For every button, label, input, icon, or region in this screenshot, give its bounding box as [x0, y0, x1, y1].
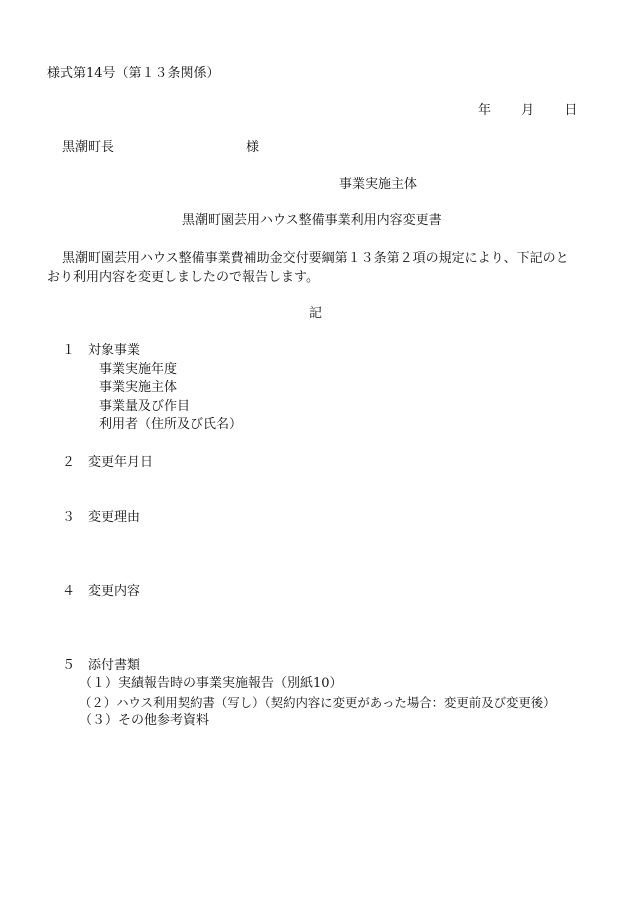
date-month-label: 月	[521, 103, 535, 118]
item-3-label: 変更理由	[88, 510, 141, 525]
item-5-number: ５	[62, 658, 76, 673]
item-4-label: 変更内容	[88, 584, 141, 599]
body-line-1: 黒潮町園芸用ハウス整備事業費補助金交付要綱第１３条第２項の規定により、下記のと	[62, 251, 569, 266]
ki-heading: 記	[309, 306, 323, 321]
item-1-label: 対象事業	[88, 343, 141, 358]
addressee-honorific: 様	[246, 140, 260, 155]
document-title: 黒潮町園芸用ハウス整備事業利用内容変更書	[182, 213, 442, 228]
item-1-sub-3: 事業量及び作目	[99, 399, 191, 414]
form-number: 様式第14号（第１３条関係）	[47, 66, 220, 81]
item-2-number: ２	[62, 455, 76, 470]
item-1-sub-1: 事業実施年度	[99, 362, 178, 377]
item-2-label: 変更年月日	[88, 455, 154, 470]
item-4-number: ４	[62, 584, 76, 599]
body-line-2: おり利用内容を変更しましたので報告します。	[47, 270, 319, 285]
item-3-number: ３	[62, 510, 76, 525]
item-5-label: 添付書類	[88, 658, 141, 673]
item-1-sub-4: 利用者（住所及び氏名）	[99, 417, 243, 432]
date-line	[478, 101, 577, 120]
item-1-number: １	[62, 343, 76, 358]
attachment-3: （３）その他参考資料	[79, 713, 210, 728]
submitter-label: 事業実施主体	[339, 177, 418, 192]
date-day-label: 日	[564, 103, 578, 118]
date-year-label: 年	[478, 103, 492, 118]
addressee-name: 黒潮町長	[62, 140, 115, 155]
attachment-1: （１）実績報告時の事業実施報告（別紙10）	[79, 676, 343, 691]
attachment-2: （２）ハウス利用契約書（写し）（契約内容に変更があった場合：変更前及び変更後）	[79, 695, 556, 710]
item-1-sub-2: 事業実施主体	[99, 380, 178, 395]
